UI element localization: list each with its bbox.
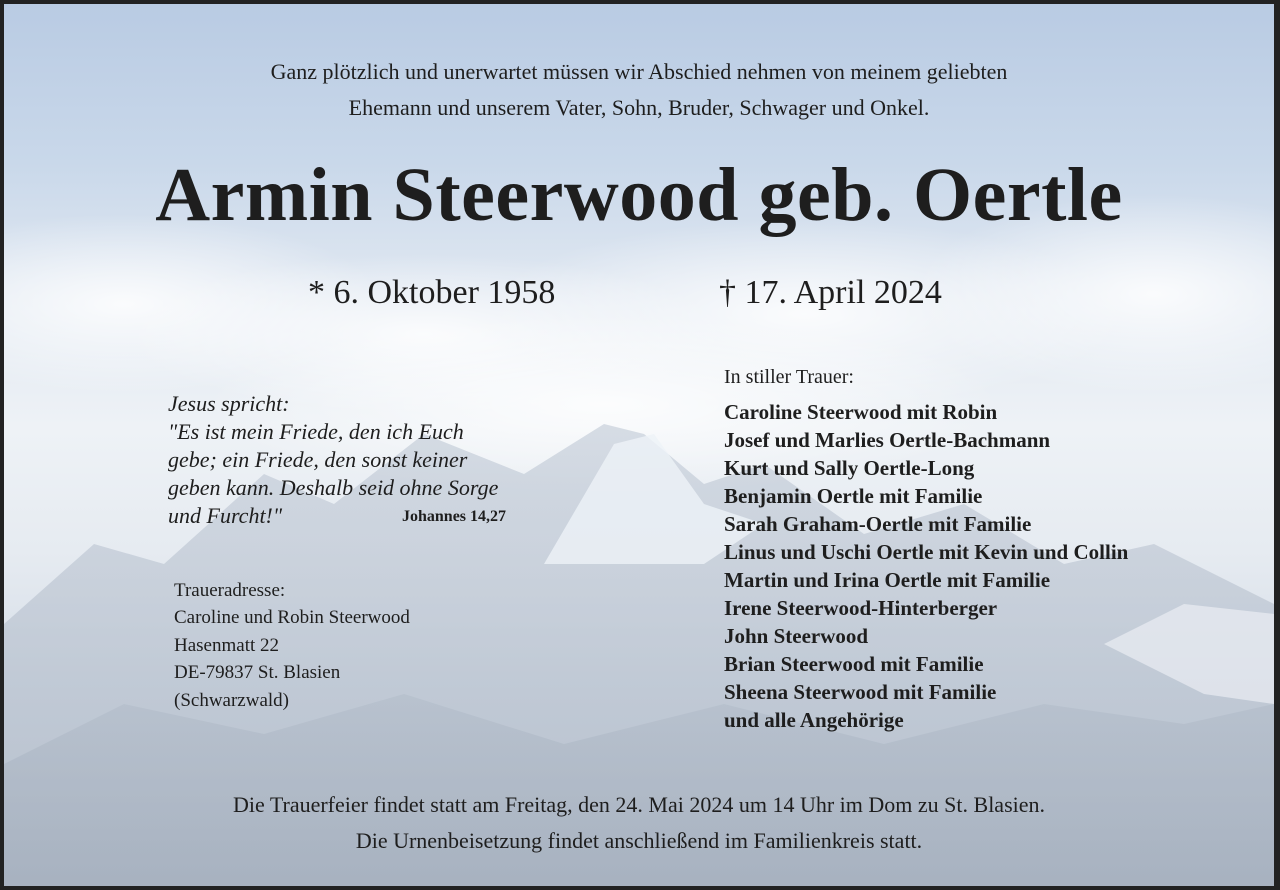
- address-line: DE-79837 St. Blasien: [174, 662, 341, 683]
- address-line: Hasenmatt 22: [174, 635, 280, 656]
- mourner-line: Kurt und Sally Oertle-Long: [724, 456, 975, 480]
- mourner-line: Sarah Graham-Oertle mit Familie: [724, 512, 1032, 536]
- address-line: Caroline und Robin Steerwood: [174, 607, 410, 628]
- address-line: (Schwarzwald): [174, 690, 290, 711]
- address-line: Traueradresse:: [174, 580, 286, 601]
- mourner-line: John Steerwood: [724, 624, 869, 648]
- mourner-line: Sheena Steerwood mit Familie: [724, 680, 997, 704]
- mourner-line: und alle Angehörige: [724, 708, 904, 732]
- obituary-notice: [4, 4, 1274, 886]
- mourner-line: Brian Steerwood mit Familie: [724, 652, 984, 676]
- verse-reference: Johannes 14,27: [402, 508, 507, 525]
- footer-line: Die Urnenbeisetzung findet anschließend im Familienkreis statt.: [355, 828, 923, 853]
- intro-line: Ehemann und unserem Vater, Sohn, Bruder, Schwager und Onkel.: [348, 95, 930, 120]
- footer-line: Die Trauerfeier findet statt am Freitag, den 24. Mai 2024 um 14 Uhr im Dom zu St. Blasien.: [232, 792, 1046, 817]
- mourner-line: Benjamin Oertle mit Familie: [724, 484, 983, 508]
- verse-line: geben kann. Deshalb seid ohne Sorge: [168, 475, 499, 500]
- mourner-line: Irene Steerwood-Hinterberger: [724, 596, 998, 620]
- mourner-line: Martin und Irina Oertle mit Familie: [724, 568, 1051, 592]
- verse-line: Jesus spricht:: [168, 391, 290, 416]
- mourning-title: In stiller Trauer:: [724, 366, 854, 388]
- verse-line: gebe; ein Friede, den sonst keiner: [168, 447, 468, 472]
- verse-line: und Furcht!": [168, 503, 283, 528]
- mourner-line: Josef und Marlies Oertle-Bachmann: [724, 428, 1051, 452]
- intro-line: Ganz plötzlich und unerwartet müssen wir Abschied nehmen von meinem geliebten: [270, 59, 1008, 84]
- verse-line: "Es ist mein Friede, den ich Euch: [168, 419, 464, 444]
- mourner-line: Linus und Uschi Oertle mit Kevin und Collin: [724, 540, 1129, 564]
- deceased-name: Armin Steerwood geb. Oertle: [155, 153, 1123, 237]
- mourner-line: Caroline Steerwood mit Robin: [724, 400, 998, 424]
- birth-date: * 6. Oktober 1958: [308, 274, 556, 311]
- death-date: † 17. April 2024: [719, 274, 942, 311]
